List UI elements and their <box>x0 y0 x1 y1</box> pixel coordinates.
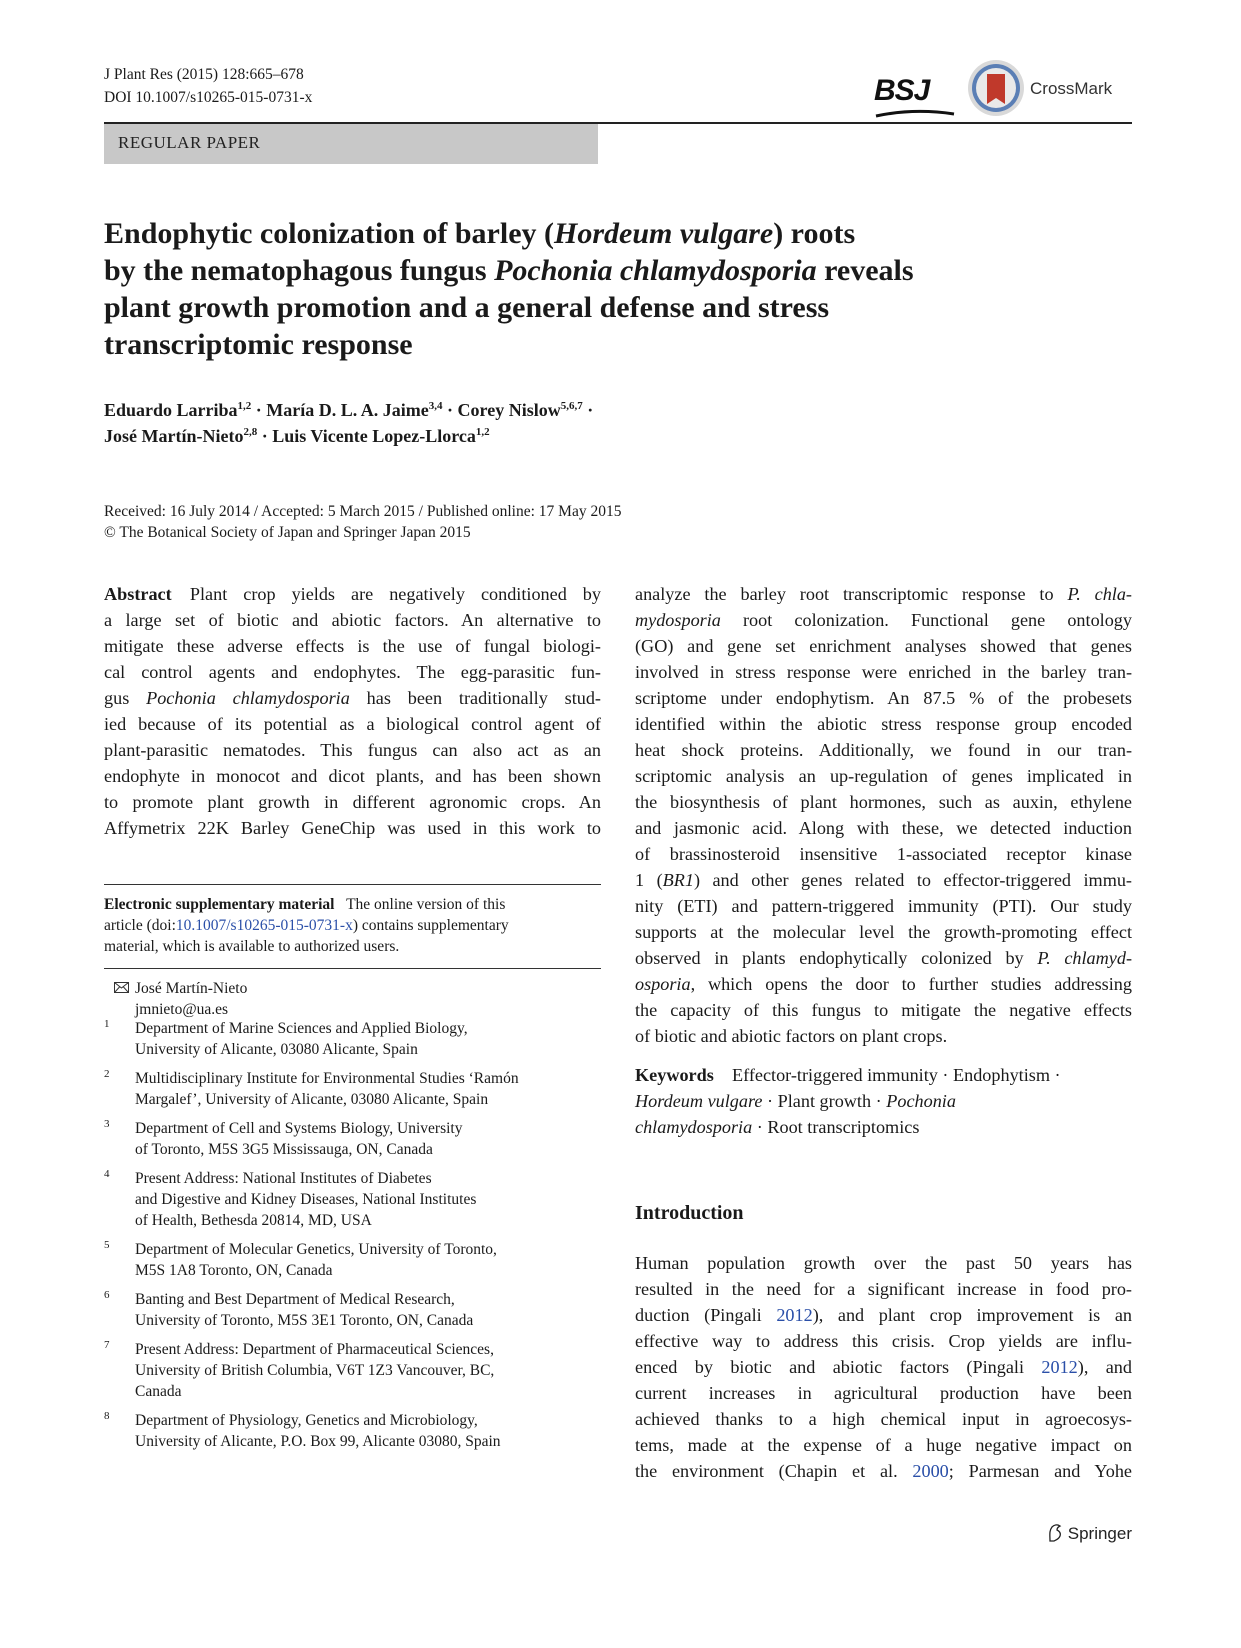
text-line: mydosporia root colonization. Functional gene ontology <box>635 610 1132 630</box>
text-line: Hordeum vulgare · Plant growth · Pochonia <box>635 1091 956 1111</box>
text-line: heat shock proteins. Additionally, we found in our tran- <box>635 740 1132 760</box>
text-line: endophyte in monocot and dicot plants, and has been shown <box>104 766 601 786</box>
text-line: (GO) and gene set enrichment analyses showed that genes <box>635 636 1132 656</box>
affiliation-line: and Digestive and Kidney Diseases, National Institutes <box>135 1191 477 1208</box>
author-name[interactable]: Luis Vicente Lopez-Llorca <box>272 426 476 446</box>
affiliation-line: Canada <box>135 1383 182 1400</box>
text-line: a large set of biotic and abiotic factors. An alternative to <box>104 610 601 630</box>
text-line: ied because of its potential as a biological control agent of <box>104 714 601 734</box>
text-line: cal control agents and endophytes. The egg-parasitic fun- <box>104 662 601 682</box>
text-line: scriptome under endophytism. An 87.5 % of the probesets <box>635 688 1132 708</box>
text-line: and jasmonic acid. Along with these, we detected induction <box>635 818 1132 838</box>
text-line: nity (ETI) and pattern-triggered immunity (PTI). Our study <box>635 896 1132 916</box>
affiliation-line: M5S 1A8 Toronto, ON, Canada <box>135 1262 333 1279</box>
text-line: osporia, which opens the door to further studies addressing <box>635 974 1132 994</box>
affiliation-line: University of British Columbia, V6T 1Z3 Vancouver, BC, <box>135 1362 495 1379</box>
bsj-logo[interactable] <box>874 58 958 122</box>
text-line: Keywords Effector-triggered immunity · Endophytism · <box>635 1065 1061 1085</box>
author-list: Eduardo Larriba$^{1,2}$ · María D. L. A. Jaime$^{3,4}$ · Corey Nislow$^{5,6,7}$ · José Martín-Nieto$^{2,8}$ · Luis Vicente Lopez-Llorca$^{1,2}$ <box>104 400 594 446</box>
section-badge-label: REGULAR PAPER <box>118 133 261 152</box>
affiliation-number: 1 <box>104 1018 110 1030</box>
text-line: enced by biotic and abiotic factors (Pingali 2012), and <box>635 1357 1132 1377</box>
text-line: of biotic and abiotic factors on plant crops. <box>635 1026 948 1046</box>
text-line: supports at the molecular level the growth-promoting effect <box>635 922 1132 942</box>
author-name[interactable]: Corey Nislow <box>457 400 561 420</box>
text-line: duction (Pingali 2012), and plant crop improvement is an <box>635 1305 1132 1325</box>
affiliation-line: of Toronto, M5S 3G5 Mississauga, ON, Canada <box>135 1141 433 1158</box>
correspondence-name: José Martín-Nieto <box>135 980 248 997</box>
author-name[interactable]: María D. L. A. Jaime <box>266 400 429 420</box>
affiliation-line: Department of Molecular Genetics, University of Toronto, <box>135 1241 497 1258</box>
text-line: current increases in agricultural production have been <box>635 1383 1132 1403</box>
divider <box>104 968 601 969</box>
affiliation-number: 2 <box>104 1068 110 1080</box>
text-line: identified within the abiotic stress response group encoded <box>635 714 1132 734</box>
crossmark-badge[interactable] <box>966 58 1136 120</box>
text-line: Affymetrix 22K Barley GeneChip was used in this work to <box>104 818 601 838</box>
text-line: observed in plants endophytically colonized by P. chlamyd- <box>635 948 1133 968</box>
section-heading-introduction: Introduction <box>635 1202 744 1224</box>
author-name[interactable]: José Martín-Nieto <box>104 426 244 446</box>
text-line: mitigate these adverse effects is the use of fungal biologi- <box>104 636 601 656</box>
abstract-left <box>104 581 601 841</box>
text-line: the capacity of this fungus to mitigate the negative effects <box>635 1000 1132 1020</box>
affiliation-line: Present Address: Department of Pharmaceutical Sciences, <box>135 1341 494 1358</box>
text-line: resulted in the need for a significant increase in food pro- <box>635 1279 1132 1299</box>
abstract-right <box>635 581 1132 1049</box>
text-line: of brassinosteroid insensitive 1-associated receptor kinase <box>635 844 1132 864</box>
text-line: tems, made at the expense of a huge negative impact on <box>635 1435 1132 1455</box>
affiliation-line: Department of Marine Sciences and Applied Biology, <box>135 1020 468 1037</box>
keywords <box>635 1062 1132 1140</box>
bsj-logo-text: BSJ <box>874 74 930 107</box>
divider <box>104 884 601 885</box>
affiliation-number: 6 <box>104 1289 110 1301</box>
abstract-label: Abstract <box>104 584 172 604</box>
affiliation-line: of Health, Bethesda 20814, MD, USA <box>135 1212 372 1229</box>
bsj-swoosh-icon <box>874 106 958 120</box>
affiliation-line: Department of Cell and Systems Biology, University <box>135 1120 463 1137</box>
affiliation-number: 3 <box>104 1118 110 1130</box>
citation-link[interactable]: 2012 <box>776 1305 813 1325</box>
journal-citation: J Plant Res (2015) 128:665–678 <box>104 66 304 83</box>
affiliation-number: 8 <box>104 1410 110 1422</box>
text-line: analyze the barley root transcriptomic response to P. chla- <box>635 584 1132 604</box>
envelope-icon <box>114 982 129 993</box>
text-line: to promote plant growth in different agronomic crops. An <box>104 792 601 812</box>
springer-horse-icon <box>1046 1523 1064 1543</box>
text-line: involved in stress response were enriched in the barley tran- <box>635 662 1132 682</box>
affiliation-line: Margalef’, University of Alicante, 03080 Alicante, Spain <box>135 1091 489 1108</box>
affiliation-number: 5 <box>104 1239 110 1251</box>
crossmark-icon <box>966 58 1026 118</box>
citation-link[interactable]: 2000 <box>912 1461 949 1481</box>
publication-dates: Received: 16 July 2014 / Accepted: 5 March 2015 / Published online: 17 May 2015 © The Botanical Society of Japan and Springer Japan 2015 <box>104 503 622 541</box>
text-line: achieved thanks to a high chemical input in agroecosys- <box>635 1409 1132 1429</box>
text-line: plant-parasitic nematodes. This fungus can also act as an <box>104 740 601 760</box>
text-line: chlamydosporia · Root transcriptomics <box>635 1117 920 1137</box>
text-line: the environment (Chapin et al. 2000; Parmesan and Yohe <box>635 1461 1132 1481</box>
text-line: gus Pochonia chlamydosporia has been traditionally stud- <box>104 688 601 708</box>
affiliation-number: 7 <box>104 1339 110 1351</box>
springer-footer: Springer <box>1046 1523 1132 1544</box>
text-line: Human population growth over the past 50 years has <box>635 1253 1132 1273</box>
affiliation-line: University of Alicante, 03080 Alicante, Spain <box>135 1041 418 1058</box>
supplementary-note: Electronic supplementary material The online version of this article (doi:10.1007/s10265-015-0731-x) contains supplementary material, which is available to authorized users. <box>104 896 509 955</box>
affiliation-line: University of Alicante, P.O. Box 99, Alicante 03080, Spain <box>135 1433 501 1450</box>
supplementary-doi-link[interactable]: 10.1007/s10265-015-0731-x <box>175 917 353 934</box>
affiliation-line: University of Toronto, M5S 3E1 Toronto, ON, Canada <box>135 1312 474 1329</box>
author-name[interactable]: Eduardo Larriba <box>104 400 238 420</box>
text-line: Abstract Plant crop yields are negatively conditioned by <box>104 584 601 604</box>
affiliation-number: 4 <box>104 1168 110 1180</box>
introduction-text <box>635 1250 1132 1484</box>
correspondence-email[interactable]: jmnieto@ua.es <box>135 1001 229 1018</box>
affiliation-line: Present Address: National Institutes of Diabetes <box>135 1170 432 1187</box>
citation-link[interactable]: 2012 <box>1041 1357 1078 1377</box>
affiliation-line: Banting and Best Department of Medical Research, <box>135 1291 455 1308</box>
text-line: the biosynthesis of plant hormones, such as auxin, ethylene <box>635 792 1132 812</box>
crossmark-label: CrossMark <box>1030 79 1113 98</box>
text-line: 1 (BR1) and other genes related to effector-triggered immu- <box>635 870 1132 890</box>
affiliation-line: Multidisciplinary Institute for Environmental Studies ‘Ramón <box>135 1070 519 1087</box>
article-title: Endophytic colonization of barley (Hordeum vulgare) roots by the nematophagous fungus Pochonia chlamydosporia reveals plant growth promotion and a general defense and stress transcriptomic response <box>104 217 914 361</box>
affiliation-line: Department of Physiology, Genetics and Microbiology, <box>135 1412 478 1429</box>
text-line: scriptomic analysis an up-regulation of genes implicated in <box>635 766 1132 786</box>
keywords-label: Keywords <box>635 1065 714 1085</box>
text-line: effective way to address this crisis. Crop yields are influ- <box>635 1331 1132 1351</box>
doi-line: DOI 10.1007/s10265-015-0731-x <box>104 89 313 106</box>
